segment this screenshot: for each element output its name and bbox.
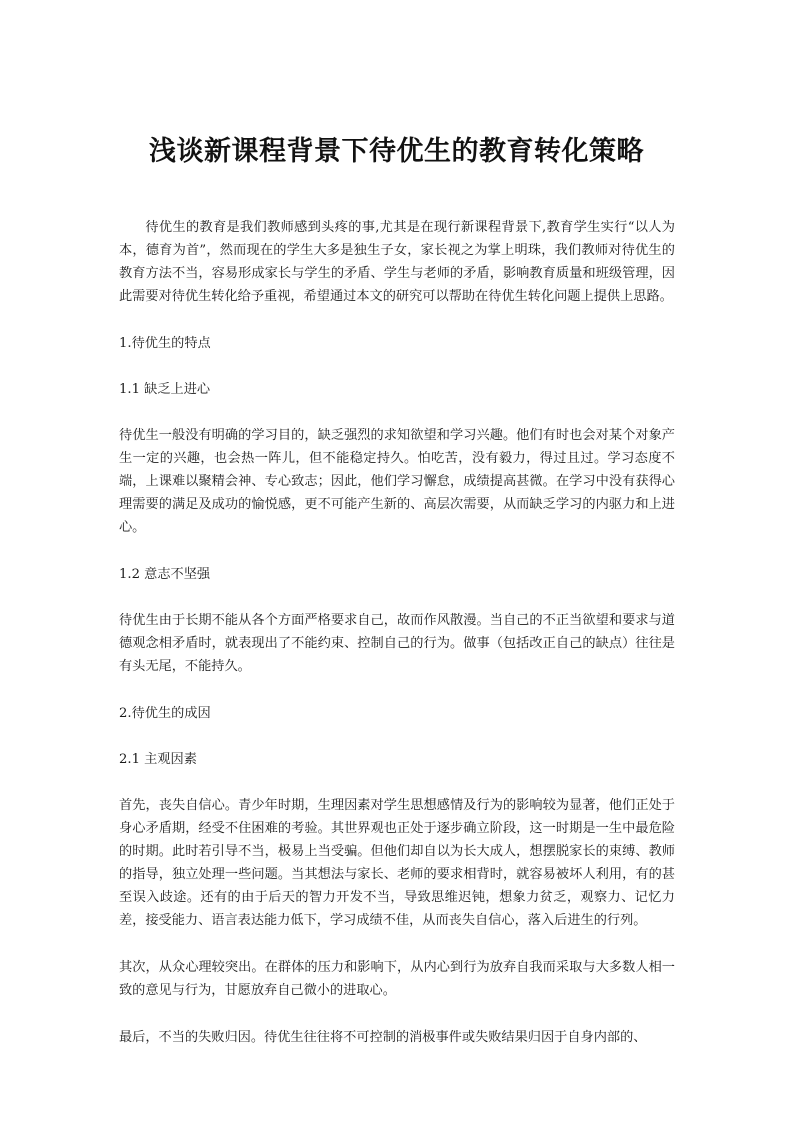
paragraph-2-1-second: 其次，从众心理较突出。在群体的压力和影响下，从内心到行为放弃自我而采取与大多数人相一致的意见与行为，甘愿放弃自己微小的进取心。 (119, 960, 675, 998)
subsection-heading-1-1: 1.1 缺乏上进心 (119, 382, 211, 397)
subsection-heading-1-2: 1.2 意志不坚强 (119, 567, 211, 582)
section-heading-1: 1.待优生的特点 (119, 336, 211, 351)
subsection-heading-2-1: 2.1 主观因素 (119, 752, 197, 767)
paragraph-2-1-first: 首先，丧失自信心。青少年时期，生理因素对学生思想感情及行为的影响较为显著，他们正处于身心矛盾期，经受不住困难的考验。其世界观也正处于逐步确立阶段，这一时期是一生中最危险的时期。此时若引导不当，极易上当受骗。但他们却自以为长大成人，想摆脱家长的束缚、教师的指导，独立处理一些问题。当其想法与家长、老师的要求相背时，就容易被坏人利用，有的甚至误入歧途。还有的由于后天的智力开发不当，导致思维迟钝，想象力贫乏，观察力、记忆力差，接受能力、语言表达能力低下，学习成绩不佳，从而丧失自信心，落入后进生的行列。 (119, 798, 675, 928)
section-heading-2: 2.待优生的成因 (119, 706, 211, 721)
intro-paragraph: 待优生的教育是我们教师感到头疼的事,尤其是在现行新课程背景下,教育学生实行“以人为本，德育为首”，然而现在的学生大多是独生子女，家长视之为掌上明珠，我们教师对待优生的教育方法不当，容易形成家长与学生的矛盾、学生与老师的矛盾，影响教育质量和班级管理，因此需要对待优生转化给予重视，希望通过本文的研究可以帮助在待优生转化问题上提供上思路。 (119, 220, 675, 304)
paragraph-1-2: 待优生由于长期不能从各个方面严格要求自己，故而作风散漫。当自己的不正当欲望和要求与道德观念相矛盾时，就表现出了不能约束、控制自己的行为。做事（包括改正自己的缺点）往往是有头无尾，不能持久。 (119, 613, 675, 674)
document-title: 浅谈新课程背景下待优生的教育转化策略 (149, 136, 644, 167)
paragraph-2-1-last: 最后，不当的失败归因。待优生往往将不可控制的消极事件或失败结果归因于自身内部的、 (119, 1030, 647, 1045)
paragraph-1-1: 待优生一般没有明确的学习目的，缺乏强烈的求知欲望和学习兴趣。他们有时也会对某个对象产生一定的兴趣，也会热一阵儿，但不能稳定持久。怕吃苦，没有毅力，得过且过。学习态度不端，上课难以聚精会神、专心致志；因此，他们学习懈怠，成绩提高甚微。在学习中没有获得心理需要的满足及成功的愉悦感，更不可能产生新的、高层次需要，从而缺乏学习的内驱力和上进心。 (119, 428, 675, 535)
document-body (119, 216, 675, 1073)
